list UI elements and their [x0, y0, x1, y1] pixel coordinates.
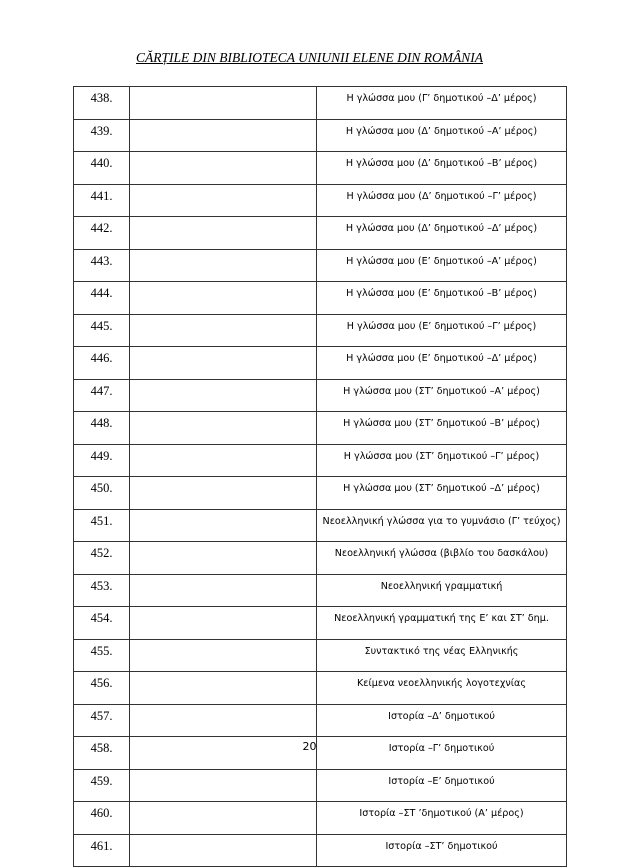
- row-number: 447.: [74, 379, 130, 412]
- empty-cell: [130, 184, 317, 217]
- page-number: 20: [302, 740, 317, 753]
- book-title: Κείμενα νεοελληνικής λογοτεχνίας: [317, 672, 567, 705]
- empty-cell: [130, 119, 317, 152]
- book-title: Ιστορία –Ε’ δημοτικού: [317, 769, 567, 802]
- book-title: Η γλώσσα μου (ΣΤ’ δημοτικού –Α’ μέρος): [317, 379, 567, 412]
- book-title: Η γλώσσα μου (Γ’ δημοτικού –Δ’ μέρος): [317, 87, 567, 120]
- book-title: Η γλώσσα μου (Δ’ δημοτικού –Γ’ μέρος): [317, 184, 567, 217]
- row-number: 459.: [74, 769, 130, 802]
- empty-cell: [130, 282, 317, 315]
- table-row: [74, 249, 567, 282]
- book-title: Η γλώσσα μου (Δ’ δημοτικού –Δ’ μέρος): [317, 217, 567, 250]
- book-title: Η γλώσσα μου (Ε’ δημοτικού –Γ’ μέρος): [317, 314, 567, 347]
- table-row: [74, 314, 567, 347]
- row-number: 440.: [74, 152, 130, 185]
- book-title: Ιστορία –ΣΤ’ δημοτικού: [317, 834, 567, 867]
- row-number: 460.: [74, 802, 130, 835]
- page-header-title: CĂRȚILE DIN BIBLIOTECA UNIUNII ELENE DIN ROMÂNIA: [136, 50, 483, 65]
- table-row: [74, 509, 567, 542]
- table-row: [74, 347, 567, 380]
- row-number: 454.: [74, 607, 130, 640]
- empty-cell: [130, 574, 317, 607]
- empty-cell: [130, 217, 317, 250]
- table-row: [74, 639, 567, 672]
- row-number: 439.: [74, 119, 130, 152]
- empty-cell: [130, 379, 317, 412]
- book-title: Η γλώσσα μου (ΣΤ’ δημοτικού –Β’ μέρος): [317, 412, 567, 445]
- book-title: Ιστορία –Γ’ δημοτικού: [317, 737, 567, 770]
- row-number: 448.: [74, 412, 130, 445]
- row-number: 453.: [74, 574, 130, 607]
- table-row: [74, 834, 567, 867]
- row-number: 445.: [74, 314, 130, 347]
- empty-cell: [130, 607, 317, 640]
- book-title: Ιστορία –Δ’ δημοτικού: [317, 704, 567, 737]
- table-row: [74, 477, 567, 510]
- book-title: Η γλώσσα μου (Δ’ δημοτικού –Α’ μέρος): [317, 119, 567, 152]
- book-title: Η γλώσσα μου (Ε’ δημοτικού –Δ’ μέρος): [317, 347, 567, 380]
- book-title: Η γλώσσα μου (Ε’ δημοτικού –Β’ μέρος): [317, 282, 567, 315]
- table-row: [74, 282, 567, 315]
- row-number: 461.: [74, 834, 130, 867]
- row-number: 441.: [74, 184, 130, 217]
- table-row: [74, 412, 567, 445]
- empty-cell: [130, 347, 317, 380]
- table-row: [74, 672, 567, 705]
- empty-cell: [130, 802, 317, 835]
- empty-cell: [130, 542, 317, 575]
- empty-cell: [130, 672, 317, 705]
- empty-cell: [130, 412, 317, 445]
- book-title: Η γλώσσα μου (Δ’ δημοτικού –Β’ μέρος): [317, 152, 567, 185]
- book-title: Συντακτικό της νέας Ελληνικής: [317, 639, 567, 672]
- empty-cell: [130, 704, 317, 737]
- table-row: [74, 574, 567, 607]
- table-row: [74, 444, 567, 477]
- empty-cell: [130, 314, 317, 347]
- empty-cell: [130, 639, 317, 672]
- book-title: Η γλώσσα μου (ΣΤ’ δημοτικού –Γ’ μέρος): [317, 444, 567, 477]
- table-row: [74, 217, 567, 250]
- row-number: 446.: [74, 347, 130, 380]
- row-number: 455.: [74, 639, 130, 672]
- book-title: Η γλώσσα μου (Ε’ δημοτικού –Α’ μέρος): [317, 249, 567, 282]
- table-row: [74, 184, 567, 217]
- empty-cell: [130, 834, 317, 867]
- table-row: [74, 704, 567, 737]
- book-title: Νεοελληνική γραμματική: [317, 574, 567, 607]
- book-title: Νεοελληνική γραμματική της Ε’ και ΣΤ’ δημ.: [317, 607, 567, 640]
- book-title: Νεοελληνική γλώσσα (βιβλίο του δασκάλου): [317, 542, 567, 575]
- table-row: [74, 769, 567, 802]
- table-row: [74, 802, 567, 835]
- book-title: Νεοελληνική γλώσσα για το γυμνάσιο (Γ’ τεύχος): [317, 509, 567, 542]
- empty-cell: [130, 87, 317, 120]
- row-number: 438.: [74, 87, 130, 120]
- row-number: 457.: [74, 704, 130, 737]
- row-number: 442.: [74, 217, 130, 250]
- table-row: [74, 87, 567, 120]
- row-number: 456.: [74, 672, 130, 705]
- empty-cell: [130, 477, 317, 510]
- table-row: [74, 542, 567, 575]
- table-row: [74, 607, 567, 640]
- row-number: 458.: [74, 737, 130, 770]
- table-row: [74, 379, 567, 412]
- row-number: 443.: [74, 249, 130, 282]
- row-number: 449.: [74, 444, 130, 477]
- row-number: 444.: [74, 282, 130, 315]
- table-row: [74, 152, 567, 185]
- book-title: Ιστορία –ΣΤ ’δημοτικού (Α’ μέρος): [317, 802, 567, 835]
- book-title: Η γλώσσα μου (ΣΤ’ δημοτικού –Δ’ μέρος): [317, 477, 567, 510]
- row-number: 452.: [74, 542, 130, 575]
- empty-cell: [130, 509, 317, 542]
- row-number: 450.: [74, 477, 130, 510]
- empty-cell: [130, 152, 317, 185]
- row-number: 451.: [74, 509, 130, 542]
- empty-cell: [130, 769, 317, 802]
- table-row: [74, 119, 567, 152]
- empty-cell: [130, 444, 317, 477]
- empty-cell: [130, 249, 317, 282]
